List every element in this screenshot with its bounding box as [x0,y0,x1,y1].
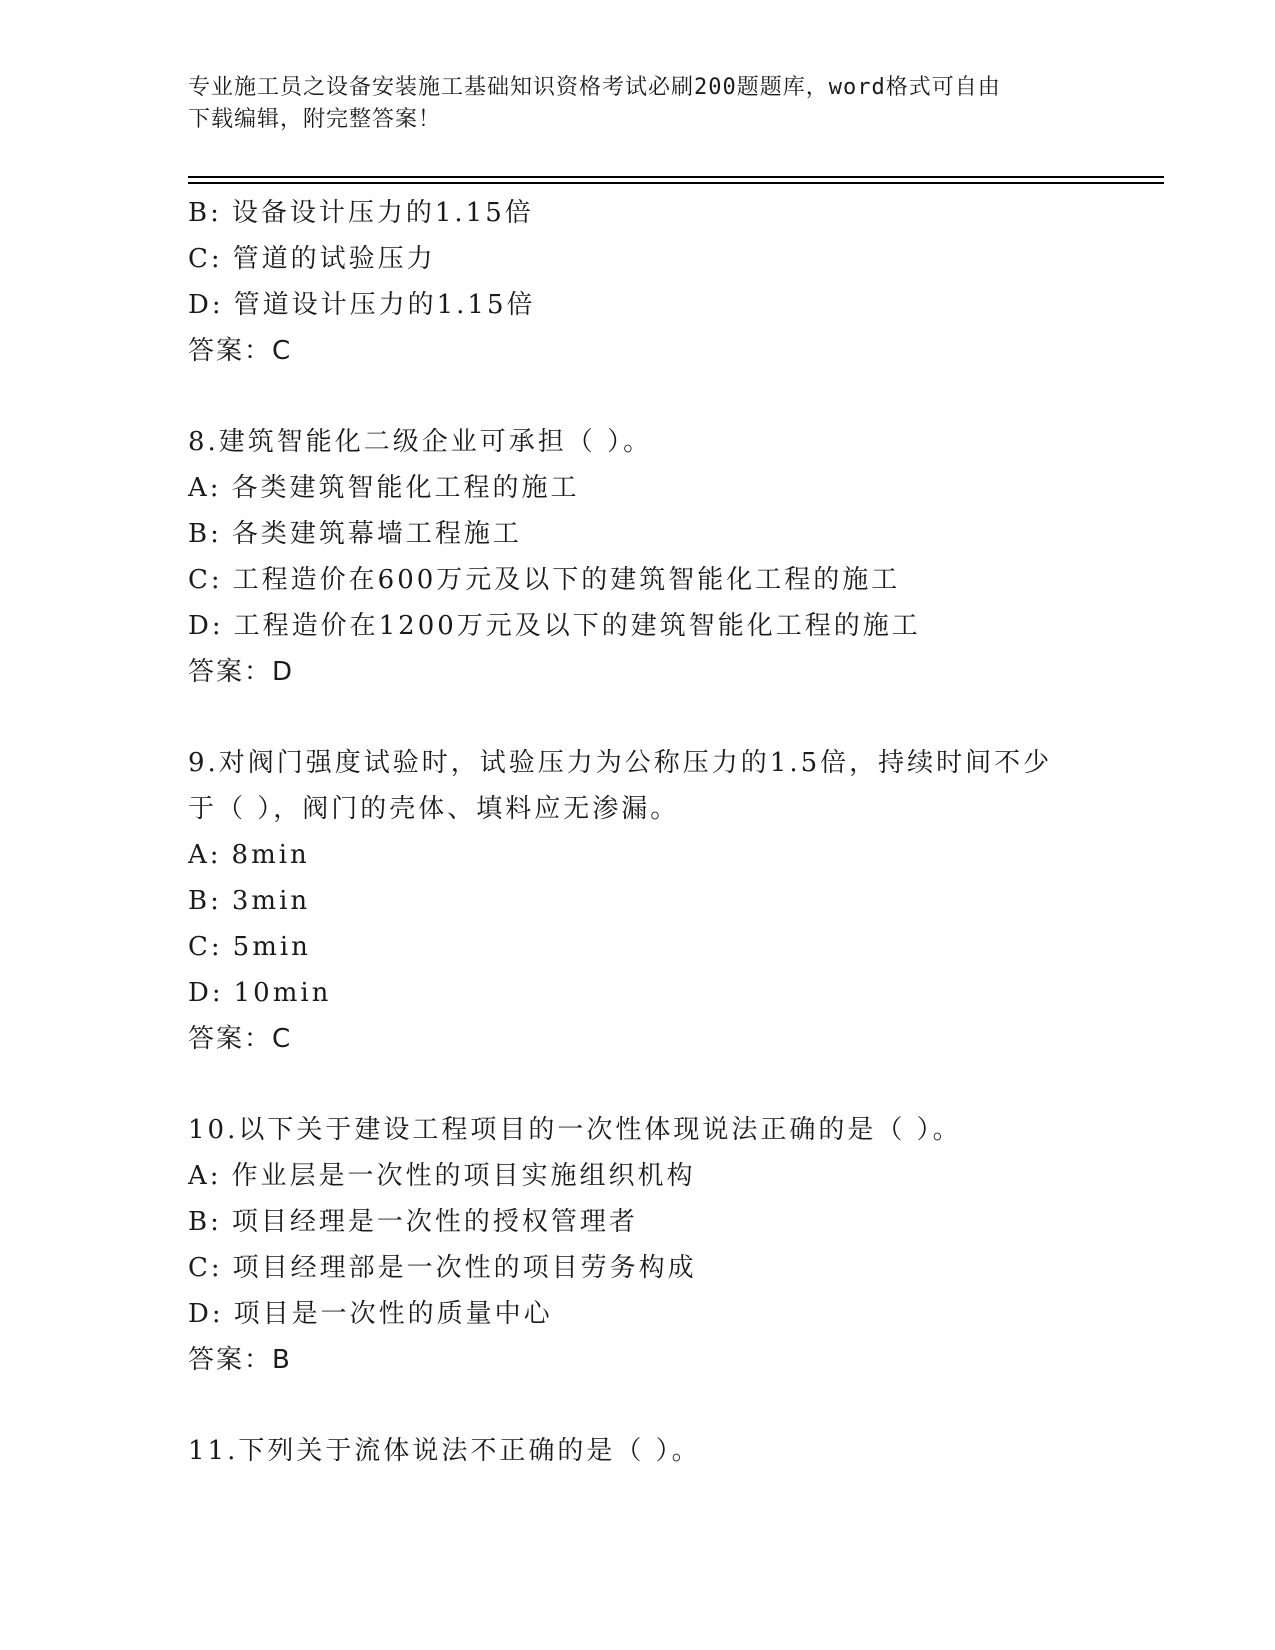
option-label: C: [188,932,223,962]
option-text: 项目是一次性的质量中心 [233,1299,553,1329]
spacer [188,1383,1164,1428]
question-text-line-2: 于（ ），阀门的壳体、填料应无渗漏。 [188,794,680,824]
option-d [188,603,1164,649]
question-7 [188,190,1164,374]
option-label: D: [188,978,224,1008]
option-label: D: [188,611,224,641]
option-text: 8min [231,840,310,870]
question-11 [188,1428,1164,1474]
header-divider-bottom [188,182,1164,184]
question-text: 10.以下关于建设工程项目的一次性体现说法正确的是（ ）。 [188,1115,962,1145]
option-label: D: [188,1299,224,1329]
option-text: 设备设计压力的1.15倍 [231,198,534,228]
option-label: B: [188,886,222,916]
question-list [188,190,1164,1474]
option-d [188,970,1164,1016]
header-divider-top [188,176,1164,178]
option-label: B: [188,519,222,549]
option-a [188,832,1164,878]
option-text: 工程造价在600万元及以下的建筑智能化工程的施工 [232,565,901,595]
option-b [188,1199,1164,1245]
answer: 答案：B [188,1345,292,1375]
answer: 答案：C [188,336,293,366]
option-label: D: [188,290,224,320]
option-label: A: [188,473,222,503]
option-text: 3min [231,886,311,916]
option-text: 作业层是一次性的项目实施组织机构 [231,1161,696,1191]
option-label: A: [188,1161,222,1191]
question-8 [188,419,1164,695]
option-label: C: [188,1253,223,1283]
option-label: B: [188,1207,222,1237]
option-d [188,1291,1164,1337]
option-label: A: [188,840,222,870]
spacer [188,695,1164,740]
option-text: 各类建筑智能化工程的施工 [231,473,580,503]
option-label: C: [188,244,223,274]
option-text: 项目经理是一次性的授权管理者 [231,1207,638,1237]
option-text: 5min [232,932,311,962]
question-9 [188,740,1164,1062]
question-text: 8.建筑智能化二级企业可承担（ ）。 [188,427,653,457]
option-c [188,1245,1164,1291]
option-a [188,1153,1164,1199]
option-text: 10min [233,978,332,1008]
question-text: 11.下列关于流体说法不正确的是（ ）。 [188,1436,701,1466]
option-text: 管道设计压力的1.15倍 [233,290,536,320]
option-b [188,190,1164,236]
option-text: 管道的试验压力 [232,244,436,274]
option-text: 项目经理部是一次性的项目劳务构成 [232,1253,697,1283]
option-c [188,557,1164,603]
question-10 [188,1107,1164,1383]
option-c [188,924,1164,970]
option-text: 工程造价在1200万元及以下的建筑智能化工程的施工 [233,611,921,641]
option-label: B: [188,198,222,228]
header-line-1: 专业施工员之设备安装施工基础知识资格考试必刷200题题库，word格式可自由 [188,75,1001,100]
option-label: C: [188,565,223,595]
answer: 答案：C [188,1024,293,1054]
spacer [188,1062,1164,1107]
question-text-line-1: 9.对阀门强度试验时，试验压力为公称压力的1.5倍，持续时间不少 [188,748,1053,778]
document-header [188,72,1078,136]
option-b [188,511,1164,557]
option-c [188,236,1164,282]
option-a [188,465,1164,511]
answer: 答案：D [188,657,295,687]
option-b [188,878,1164,924]
option-text: 各类建筑幕墙工程施工 [231,519,522,549]
spacer [188,374,1164,419]
header-line-2: 下载编辑，附完整答案！ [188,107,442,132]
option-d [188,282,1164,328]
